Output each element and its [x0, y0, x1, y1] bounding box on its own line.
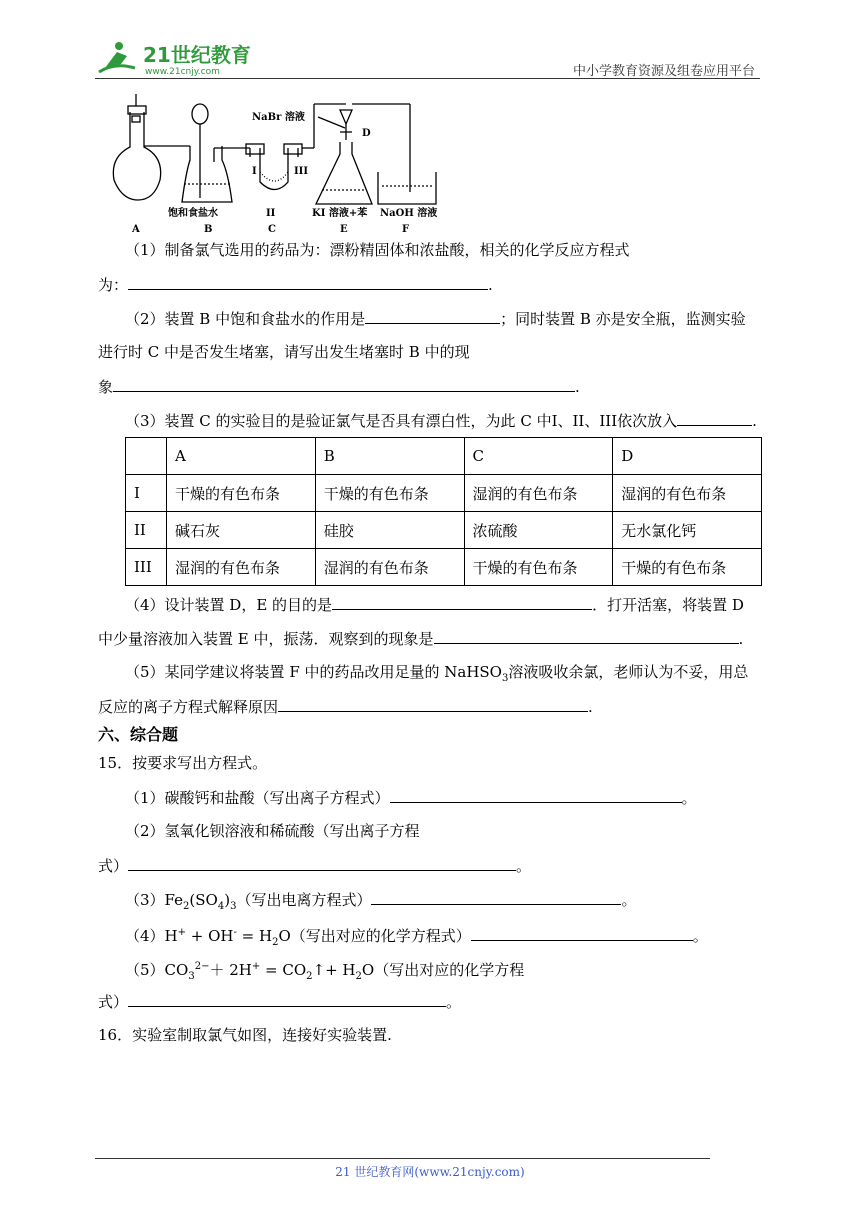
answer-blank[interactable]: [128, 274, 488, 290]
svg-text:21世纪教育: 21世纪教育: [143, 43, 251, 67]
q15-part2-line2: 式） 。: [98, 857, 532, 875]
footer-divider: [95, 1158, 710, 1159]
q15-part1: （1）碳酸钙和盐酸（写出离子方程式） 。: [125, 789, 697, 807]
answer-blank[interactable]: [278, 696, 588, 712]
q16-title: 16．实验室制取氯气如图，连接好实验装置.: [98, 1026, 392, 1044]
q15-part3: $(3)Fe_2(SO_4)_3$（写出电离方程式） 。: [125, 891, 637, 912]
q14-part1-line2: 为： .: [98, 276, 493, 294]
site-logo: [95, 38, 260, 78]
footer-link[interactable]: 21 世纪教育网(www.21cnjy.com): [335, 1165, 525, 1179]
svg-text:KI 溶液+苯: KI 溶液+苯: [312, 208, 368, 219]
svg-text:F: F: [402, 224, 410, 235]
answer-blank[interactable]: [371, 889, 621, 905]
answer-blank[interactable]: [332, 594, 592, 610]
apparatus-diagram: [100, 92, 445, 237]
q14-part2-line2: 进行时 C 中是否发生堵塞，请写出发生堵塞时 B 中的现: [98, 343, 470, 361]
svg-text:NaOH 溶液: NaOH 溶液: [380, 208, 438, 219]
q14-part4-line2: 中少量溶液加入装置 E 中，振荡．观察到的现象是 .: [98, 630, 744, 648]
q14-part4-line1: （4）设计装置 D，E 的目的是 ．打开活塞，将装置 D: [125, 596, 744, 614]
svg-text:I: I: [252, 166, 257, 177]
header-platform-text: 中小学教育资源及组卷应用平台: [572, 64, 755, 79]
answer-blank[interactable]: [365, 308, 500, 324]
svg-text:饱和食盐水: 饱和食盐水: [168, 208, 218, 219]
answer-blank[interactable]: [434, 628, 739, 644]
q15-part5-line2: 式） 。: [98, 993, 462, 1011]
header-divider: [95, 78, 760, 79]
section-title: 六、综合题: [98, 725, 179, 744]
q14-part5-line1: （5）某同学建议将装置 F 中的药品改用足量的 NaHSO$_3$溶液吸收余氯，老师认为不妥，用总: [125, 663, 749, 684]
q14-part3: （3）装置 C 的实验目的是验证氯气是否具有漂白性，为此 C 中I、II、III依次放入 .: [125, 412, 757, 430]
answer-blank[interactable]: [390, 787, 682, 803]
table-row: A B C D: [126, 438, 762, 475]
q14-part2-line1: （2）装置 B 中饱和食盐水的作用是 ；同时装置 B 亦是安全瓶，监测实验: [125, 310, 746, 328]
svg-text:B: B: [204, 224, 213, 235]
table-row: III 湿润的有色布条 湿润的有色布条 干燥的有色布条 干燥的有色布条: [126, 549, 762, 586]
q14-part1-line1: （1）制备氯气选用的药品为：漂粉精固体和浓盐酸，相关的化学反应方程式: [125, 241, 630, 259]
answer-blank[interactable]: [113, 376, 575, 392]
svg-text:E: E: [340, 224, 348, 235]
svg-text:III: III: [294, 166, 309, 177]
q14-part5-line2: 反应的离子方程式解释原因 .: [98, 698, 593, 716]
answer-blank[interactable]: [471, 925, 693, 941]
svg-text:II: II: [266, 208, 276, 219]
q14-part2-line3: 象 .: [98, 378, 580, 396]
svg-text:C: C: [268, 224, 276, 235]
svg-text:A: A: [132, 224, 140, 235]
svg-text:D: D: [362, 128, 371, 139]
table-row: I 干燥的有色布条 干燥的有色布条 湿润的有色布条 湿润的有色布条: [126, 475, 762, 512]
svg-text:NaBr 溶液: NaBr 溶液: [252, 112, 305, 123]
answer-blank[interactable]: [677, 410, 752, 426]
table-row: II 碱石灰 硅胶 浓硫酸 无水氯化钙: [126, 512, 762, 549]
answer-blank[interactable]: [128, 855, 516, 871]
q15-part2-line1: （2）氢氧化钡溶液和稀硫酸（写出离子方程: [125, 822, 420, 840]
q15-part4: $(4)H^+ + OH^- = H_2O$（写出对应的化学方程式） 。: [125, 927, 708, 948]
q15-part5-line1: $(5)CO_3^{2-}+ 2H^+$ = $CO_2↑+ H_2O$（写出对应的化学方程: [125, 961, 525, 982]
q15-title: 15．按要求写出方程式。: [98, 754, 268, 772]
answer-blank[interactable]: [128, 991, 446, 1007]
options-table: [125, 437, 762, 586]
svg-text:www.21cnjy.com: www.21cnjy.com: [145, 67, 220, 77]
